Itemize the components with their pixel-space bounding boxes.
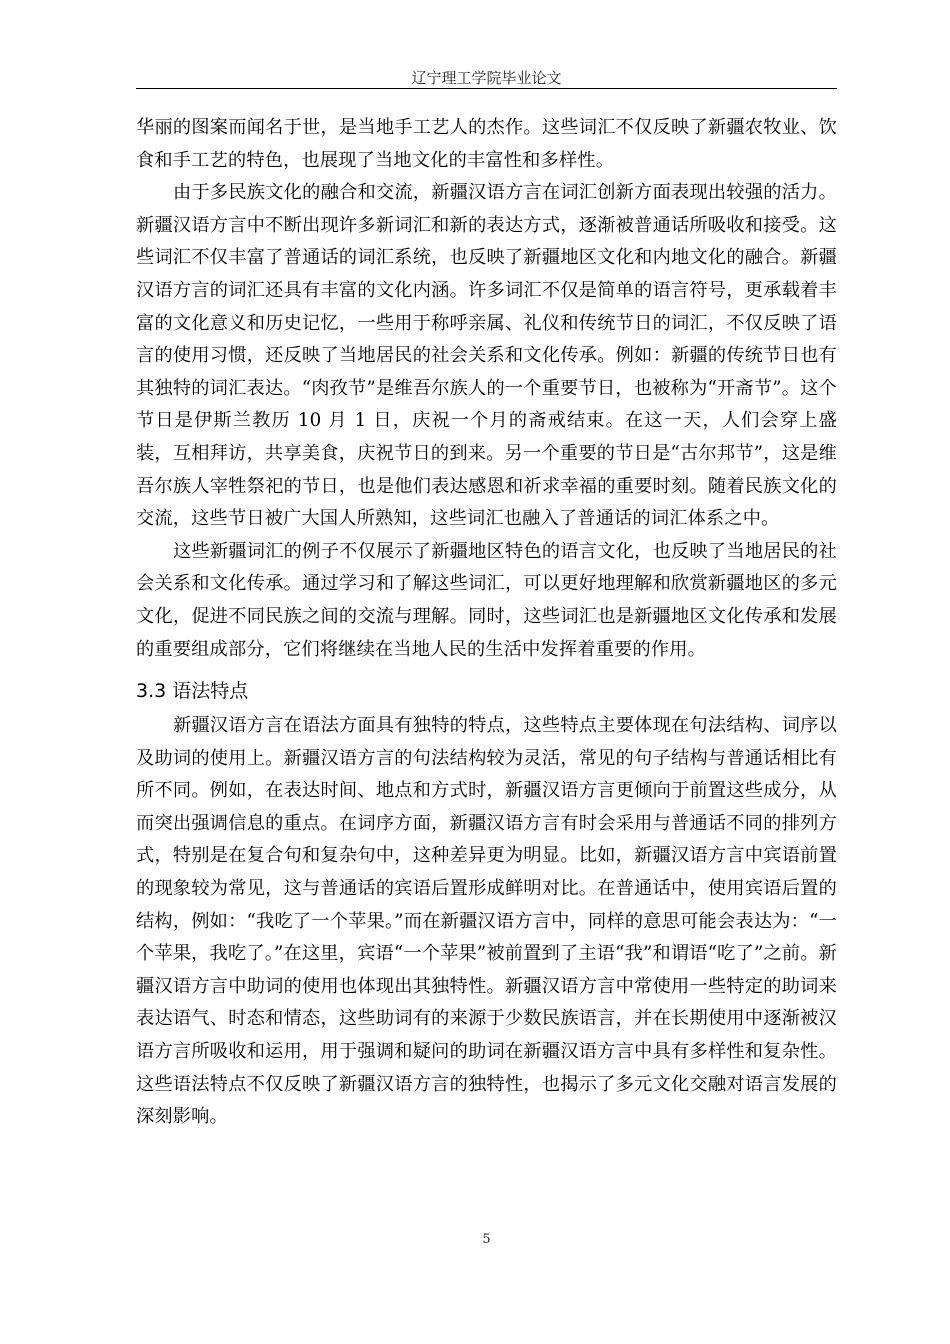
- body-paragraph: 华丽的图案而闻名于世，是当地手工艺人的杰作。这些词汇不仅反映了新疆农牧业、饮食和手工艺的特色，也展现了当地文化的丰富性和多样性。: [136, 117, 837, 171]
- page-number: 5: [482, 1232, 491, 1247]
- running-header: 辽宁理工学院毕业论文: [411, 69, 562, 87]
- body-paragraph: 由于多民族文化的融合和交流，新疆汉语方言在词汇创新方面表现出较强的活力。新疆汉语方言中不断出现许多新词汇和新的表达方式，逐渐被普通话所吸收和接受。这些词汇不仅丰富了普通话的词汇系统，也反映了新疆地区文化和内地文化的融合。新疆汉语方言的词汇还具有丰富的文化内涵。许多词汇不仅是简单的语言符号，更承载着丰富的文化意义和历史记忆，一些用于称呼亲属、礼仪和传统节日的词汇，不仅反映了语言的使用习惯，还反映了当地居民的社会关系和文化传承。例如：新疆的传统节日也有其独特的词汇表达。“肉孜节”是维吾尔族人的一个重要节日，也被称为“开斋节”。这个节日是伊斯兰教历 10 月 1 日，庆祝一个月的斋戒结束。在这一天，人们会穿上盛装，互相拜访，共享美食，庆祝节日的到来。另一个重要的节日是“古尔邦节”，这是维吾尔族人宰牲祭祀的节日，也是他们表达感恩和祈求幸福的重要时刻。随着民族文化的交流，这些节日被广大国人所熟知，这些词汇也融入了普通话的词汇体系之中。: [136, 182, 837, 530]
- document-body: [136, 112, 837, 1134]
- header-divider: [136, 88, 837, 89]
- section-heading: 3.3 语法特点: [136, 680, 249, 703]
- body-paragraph: 新疆汉语方言在语法方面具有独特的特点，这些特点主要体现在句法结构、词序以及助词的使用上。新疆汉语方言的句法结构较为灵活，常见的句子结构与普通话相比有所不同。例如，在表达时间、地点和方式时，新疆汉语方言更倾向于前置这些成分，从而突出强调信息的重点。在词序方面，新疆汉语方言有时会采用与普通话不同的排列方式，特别是在复合句和复杂句中，这种差异更为明显。比如，新疆汉语方言中宾语前置的现象较为常见，这与普通话的宾语后置形成鲜明对比。在普通话中，使用宾语后置的结构，例如：“我吃了一个苹果。”而在新疆汉语方言中，同样的意思可能会表达为：“一个苹果，我吃了。”在这里，宾语“一个苹果”被前置到了主语“我”和谓语“吃了”之前。新疆汉语方言中助词的使用也体现出其独特性。新疆汉语方言中常使用一些特定的助词来表达语气、时态和情态，这些助词有的来源于少数民族语言，并在长期使用中逐渐被汉语方言所吸收和运用，用于强调和疑问的助词在新疆汉语方言中具有多样性和复杂性。这些语法特点不仅反映了新疆汉语方言的独特性，也揭示了多元文化交融对语言发展的深刻影响。: [136, 715, 837, 1128]
- body-paragraph: 这些新疆词汇的例子不仅展示了新疆地区特色的语言文化，也反映了当地居民的社会关系和文化传承。通过学习和了解这些词汇，可以更好地理解和欣赏新疆地区的多元文化，促进不同民族之间的交流与理解。同时，这些词汇也是新疆地区文化传承和发展的重要组成部分，它们将继续在当地人民的生活中发挥着重要的作用。: [136, 540, 837, 660]
